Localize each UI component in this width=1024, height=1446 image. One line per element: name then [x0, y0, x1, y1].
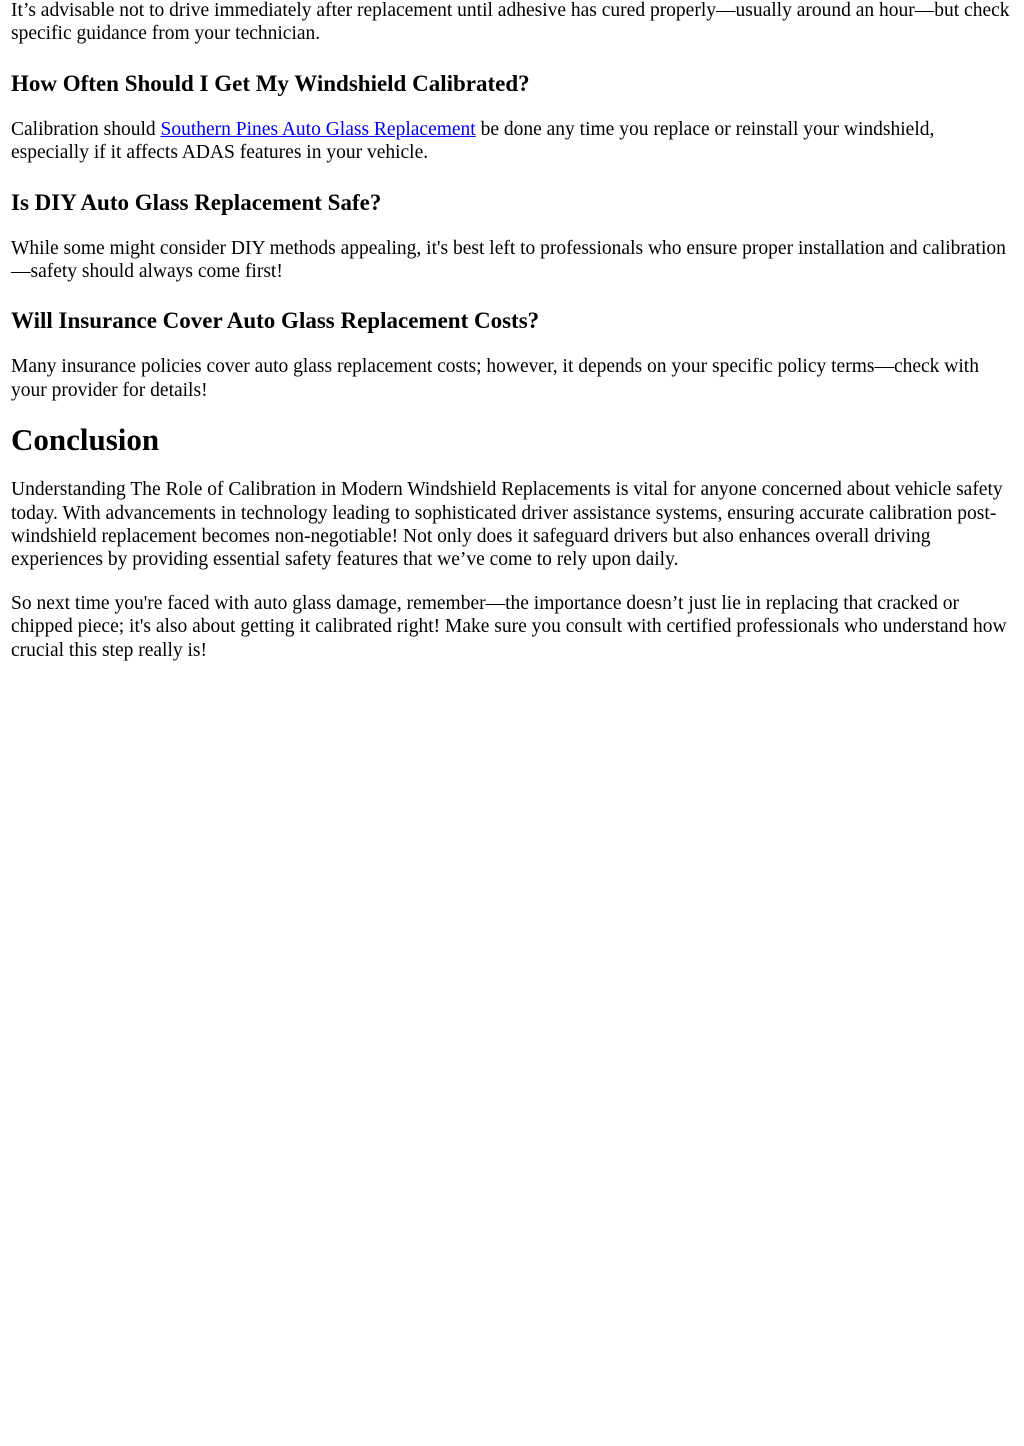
article-body	[0, 0, 1024, 662]
conclusion-paragraph: So next time you're faced with auto glass damage, remember—the importance doesn’t just lie in replacing that cracked or chipped piece; it's also about getting it calibrated right! Make sure you consult with certified professionals who understand how crucial this step really is!	[11, 592, 1007, 661]
faq-question-diy-safety: Is DIY Auto Glass Replacement Safe?	[11, 189, 382, 215]
answer-text-before-link: Calibration should	[11, 118, 161, 140]
faq-question-insurance-coverage: Will Insurance Cover Auto Glass Replacement Costs?	[11, 308, 540, 334]
answer-text-after-link: be done any time you replace or reinstall your windshield, especially if it affects ADAS features in your vehicle.	[11, 118, 935, 164]
faq-question-calibration-frequency: How Often Should I Get My Windshield Calibrated?	[11, 70, 530, 96]
southern-pines-auto-glass-link[interactable]: Southern Pines Auto Glass Replacement	[160, 118, 476, 140]
conclusion-paragraph: Understanding The Role of Calibration in Modern Windshield Replacements is vital for anyone concerned about vehicle safety today. With advancements in technology leading to sophisticated driver assistance systems, ensuring accurate calibration post-windshield replacement becomes non-negotiable! Not only does it safeguard drivers but also enhances overall driving experiences by providing essential safety features that we’ve come to rely upon daily.	[11, 479, 1003, 571]
faq-answer-calibration-frequency	[11, 118, 1016, 165]
faq-answer-insurance-coverage: Many insurance policies cover auto glass replacement costs; however, it depends on your specific policy terms—check with your provider for details!	[11, 356, 979, 401]
conclusion-heading: Conclusion	[11, 422, 160, 458]
faq-answer-diy-safety: While some might consider DIY methods appealing, it's best left to professionals who ensure proper installation and calibration—safety should always come first!	[11, 237, 1006, 283]
intro-paragraph: It’s advisable not to drive immediately after replacement until adhesive has cured properly—usually around an hour—but check specific guidance from your technician.	[11, 0, 1010, 45]
